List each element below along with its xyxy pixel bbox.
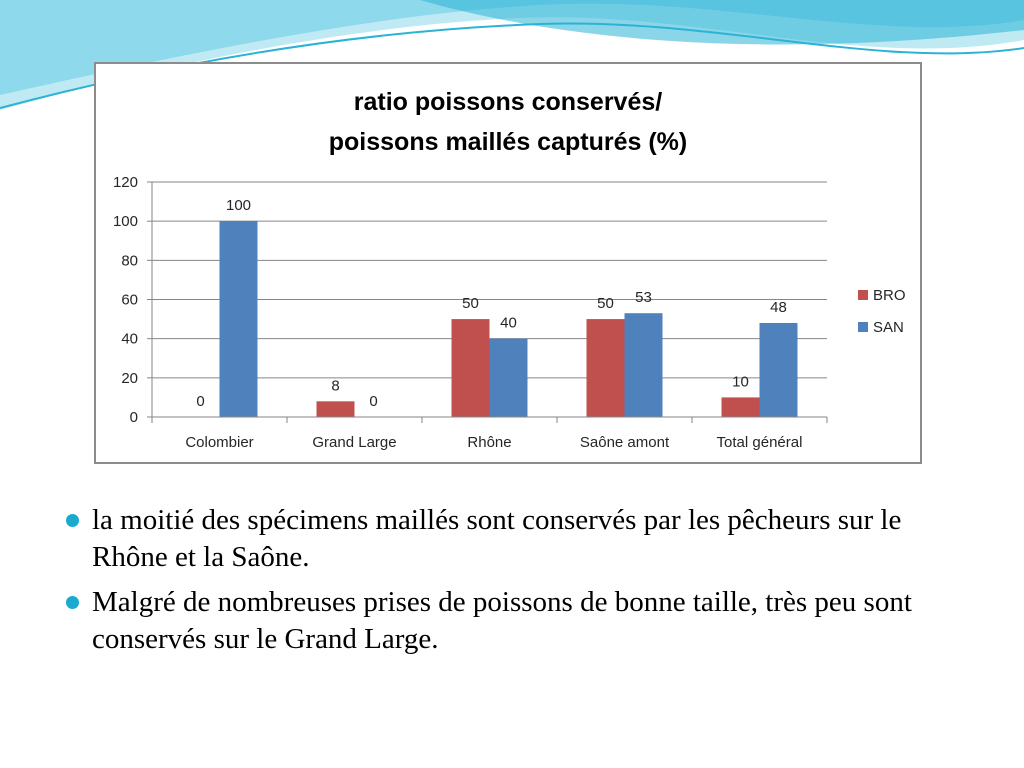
chart-title-line-1: ratio poissons conservés/	[353, 88, 663, 116]
legend-label: SAN	[873, 319, 904, 336]
data-label: 0	[369, 393, 378, 410]
bar-san	[625, 313, 663, 417]
y-tick-label: 0	[129, 409, 138, 426]
y-tick-label: 80	[121, 252, 138, 270]
y-tick-label: 20	[121, 369, 138, 387]
bar-san	[220, 221, 258, 417]
y-tick-label: 120	[112, 174, 138, 191]
category-label: Total général	[716, 434, 803, 451]
bullet-item	[62, 502, 962, 576]
bullet-dot-icon	[66, 514, 79, 527]
data-label: 50	[597, 295, 614, 313]
bar-bro	[452, 319, 490, 417]
bar-san	[490, 339, 528, 417]
data-label: 10	[732, 373, 749, 391]
bar-bro	[722, 397, 760, 417]
legend-swatch-san	[858, 322, 868, 332]
legend	[858, 287, 906, 336]
category-label: Rhône	[467, 434, 512, 451]
chart-frame	[94, 62, 922, 464]
bullet-item	[62, 584, 962, 658]
bullet-dot-icon	[66, 596, 79, 609]
bar-chart	[96, 64, 920, 462]
legend-label: BRO	[873, 287, 906, 304]
y-axis	[113, 174, 152, 426]
bullet-list	[62, 502, 962, 666]
bar-san	[760, 323, 798, 417]
x-axis	[152, 417, 827, 451]
chart-title-line-2: poissons maillés capturés (%)	[328, 128, 688, 156]
data-label: 53	[635, 289, 652, 307]
bar-bro	[317, 401, 355, 417]
y-tick-label: 60	[121, 291, 138, 309]
bullet-text: la moitié des spécimens maillés sont conservés par les pêcheurs sur le Rhône et la Saône.	[92, 504, 902, 573]
bullet-text: Malgré de nombreuses prises de poissons de bonne taille, très peu sont conservés sur le Grand Large.	[92, 586, 912, 655]
data-label: 0	[196, 393, 205, 410]
data-label: 48	[770, 299, 787, 316]
category-label: Saône amont	[579, 434, 670, 451]
y-tick-label: 100	[112, 213, 138, 231]
bar-bro	[587, 319, 625, 417]
data-label: 100	[225, 197, 252, 215]
y-tick-label: 40	[121, 330, 138, 348]
category-label: Colombier	[185, 434, 254, 451]
data-label: 8	[331, 377, 340, 395]
legend-swatch-bro	[858, 290, 868, 300]
data-label: 50	[462, 295, 479, 313]
category-label: Grand Large	[312, 434, 397, 451]
data-label: 40	[500, 314, 517, 332]
